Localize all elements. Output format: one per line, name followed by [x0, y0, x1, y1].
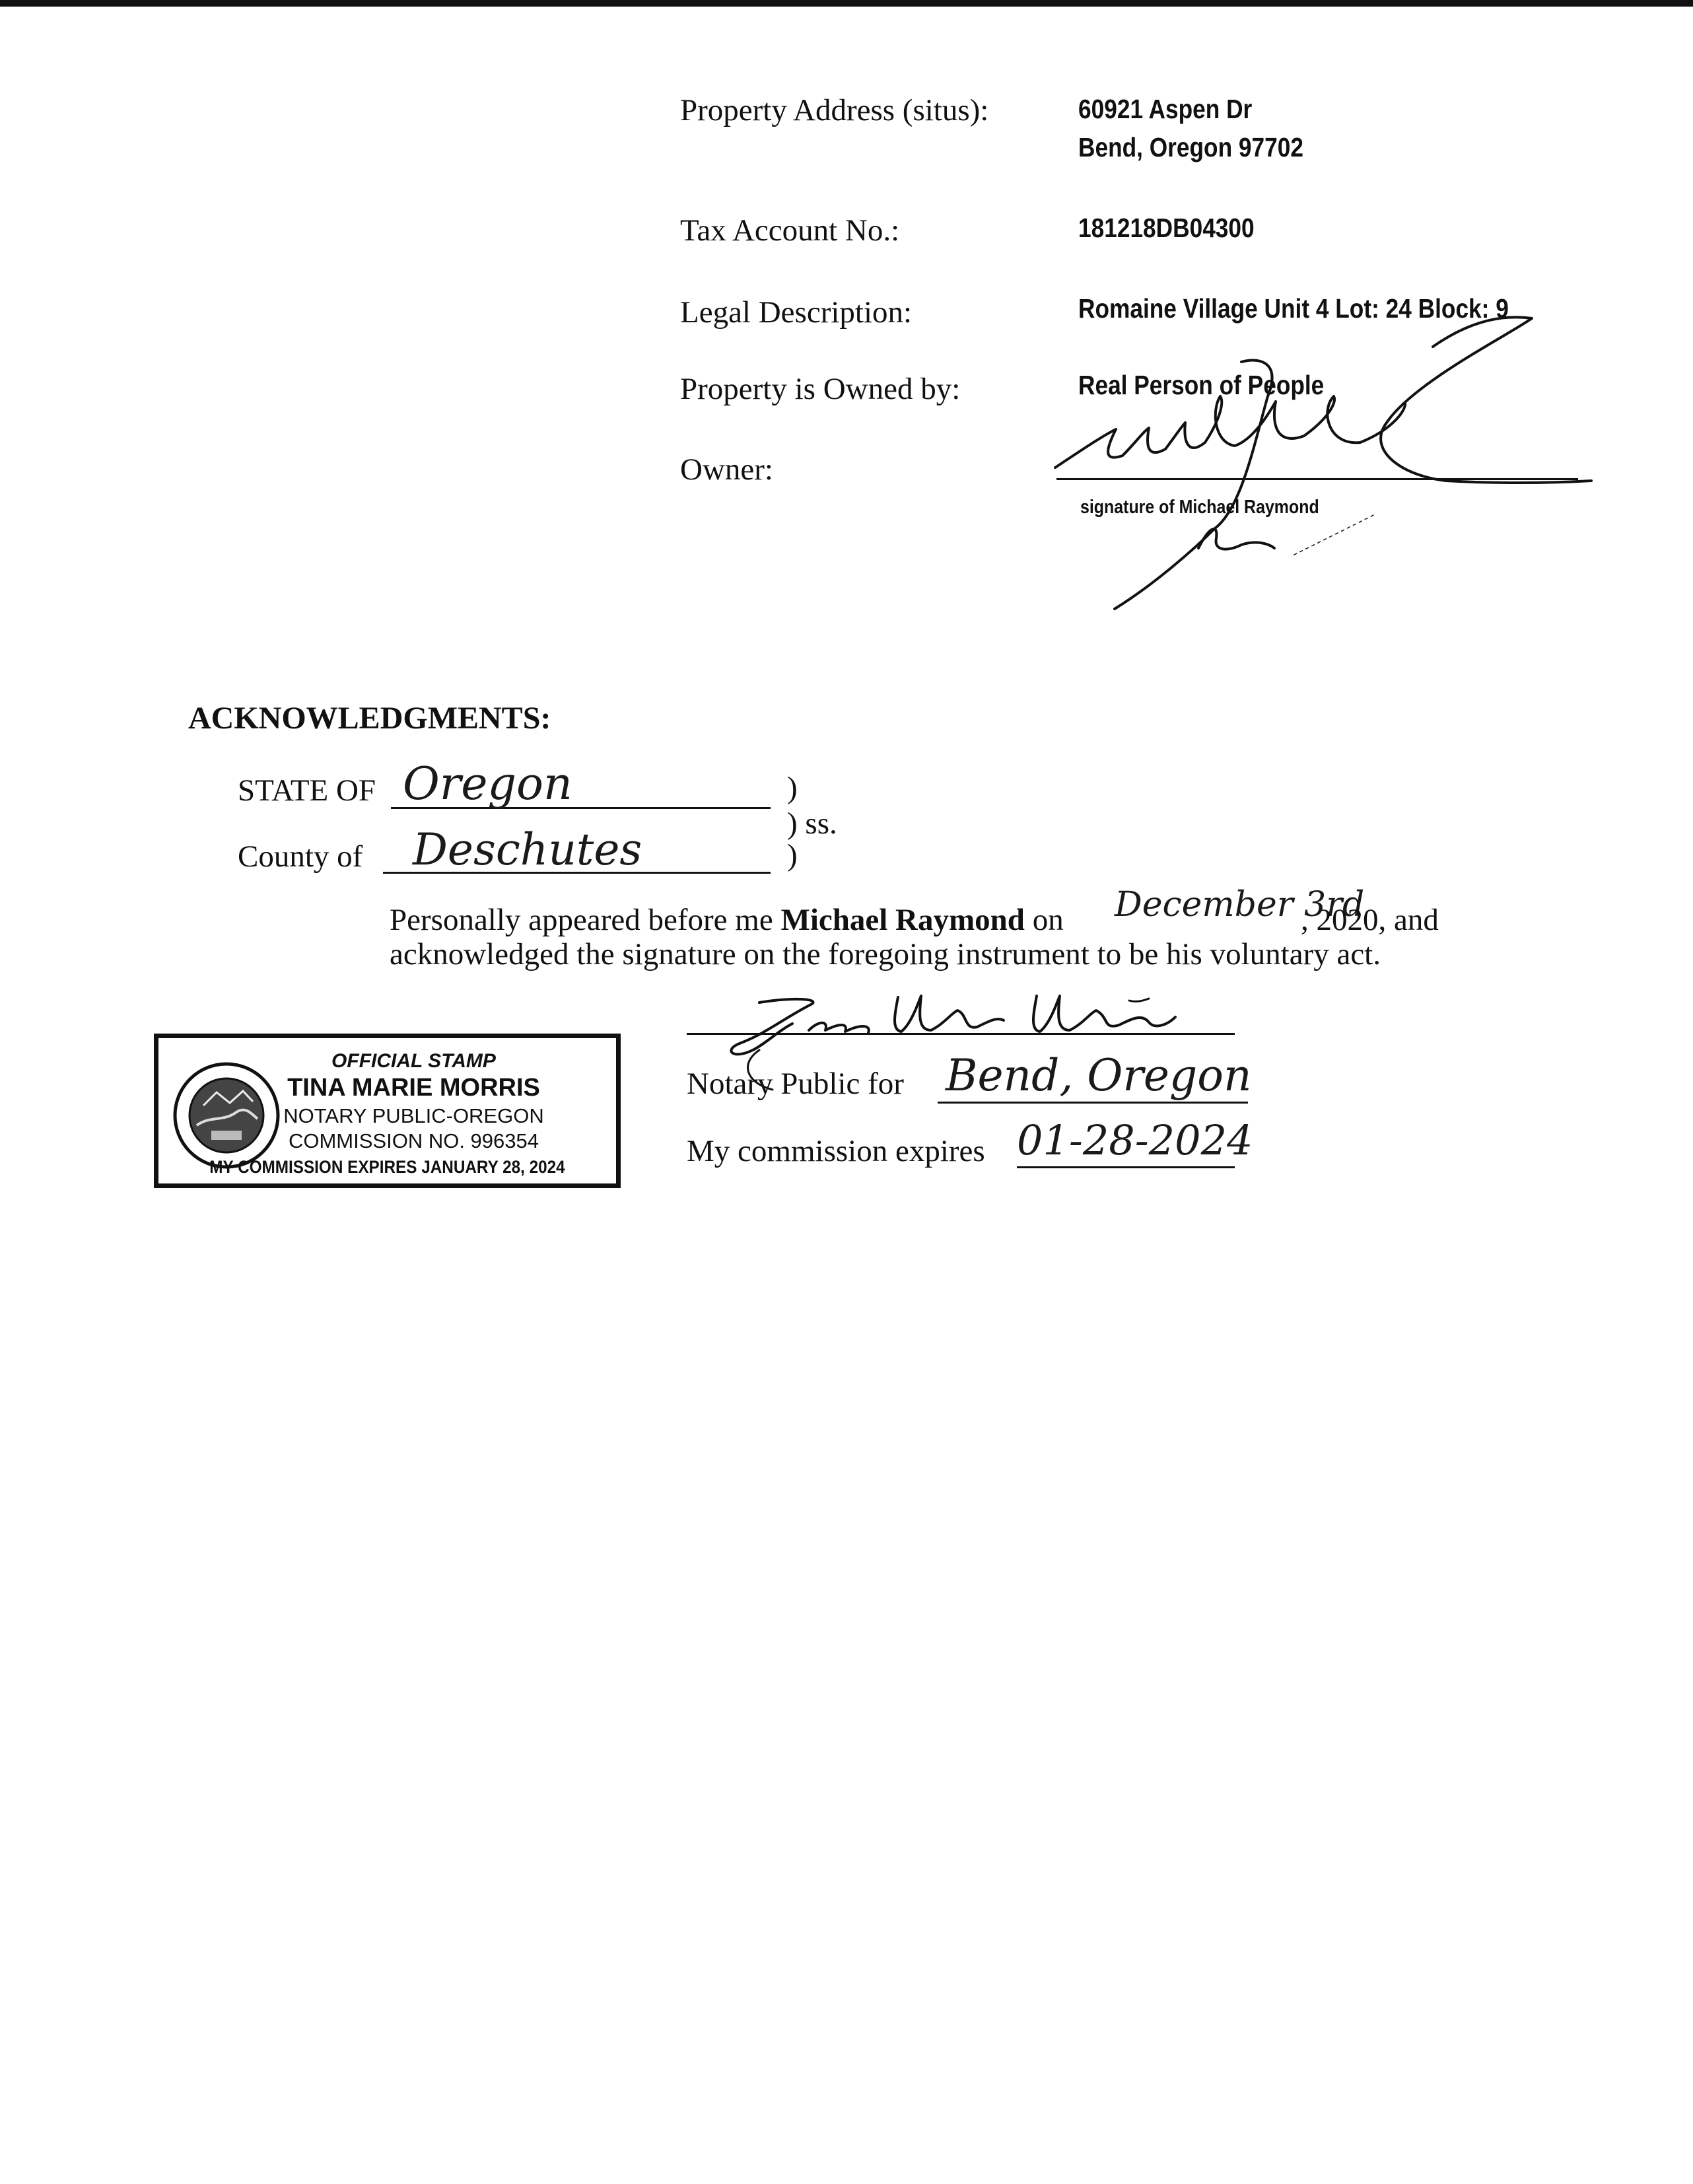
year-suffix: , 2020, and [1301, 903, 1439, 937]
acknowledged-line: acknowledged the signature on the foregoing instrument to be his voluntary act. [390, 937, 1381, 971]
state-label: STATE OF [238, 773, 376, 808]
county-label: County of [238, 839, 363, 874]
expires-label: My commission expires [687, 1134, 985, 1168]
acknowledgments-heading: ACKNOWLEDGMENTS: [188, 701, 551, 736]
address-line2: Bend, Oregon 97702 [1078, 132, 1303, 162]
appeared-on: on [1032, 903, 1064, 937]
appeared-name: Michael Raymond [780, 903, 1025, 937]
scan-top-edge [0, 0, 1693, 7]
stamp-name: TINA MARIE MORRIS [287, 1074, 540, 1102]
address-line1: 60921 Aspen Dr [1078, 94, 1253, 124]
state-paren: ) [787, 771, 798, 805]
appeared-prefix: Personally appeared before me [390, 903, 773, 937]
official-stamp [154, 1034, 621, 1188]
date-handwritten: December 3rd [1115, 885, 1365, 925]
legal-description-label: Legal Description: [680, 295, 913, 330]
tax-account-value: 181218DB04300 [1078, 213, 1255, 243]
expires-handwritten: 01-28-2024 [1017, 1116, 1253, 1164]
notary-place-line [938, 1102, 1248, 1104]
state-handwritten: Oregon [403, 758, 572, 810]
owned-by-label: Property is Owned by: [680, 372, 961, 406]
ss-label: ) ss. [787, 806, 837, 841]
stamp-commission: COMMISSION NO. 996354 [288, 1129, 539, 1152]
owner-signature [1043, 310, 1611, 614]
notary-label: Notary Public for [687, 1067, 904, 1101]
stamp-role: NOTARY PUBLIC-OREGON [283, 1104, 544, 1127]
appeared-line [390, 902, 1064, 938]
owner-label: Owner: [680, 452, 773, 487]
stamp-title: OFFICIAL STAMP [331, 1050, 496, 1072]
owned-by-value: Real Person of People [1078, 370, 1325, 400]
notary-place-handwritten: Bend, Oregon [946, 1050, 1252, 1101]
tax-account-label: Tax Account No.: [680, 213, 900, 248]
address-label: Property Address (situs): [680, 93, 989, 127]
legal-description-value: Romaine Village Unit 4 Lot: 24 Block: 9 [1078, 293, 1509, 324]
county-paren: ) [787, 838, 798, 872]
expires-line [1017, 1166, 1235, 1168]
county-handwritten: Deschutes [413, 824, 642, 875]
stamp-expires: MY COMMISSION EXPIRES JANUARY 28, 2024 [209, 1157, 565, 1177]
signature-caption: signature of Michael Raymond [1080, 497, 1319, 518]
